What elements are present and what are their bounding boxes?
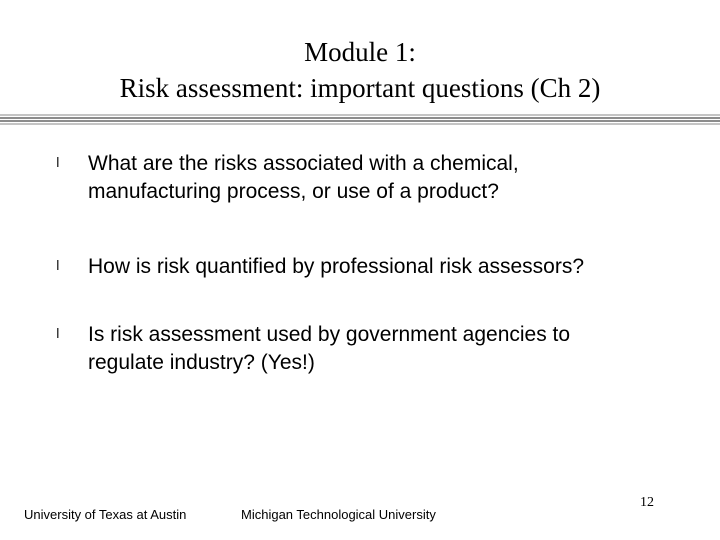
bullet-line: Is risk assessment used by government agencies to	[88, 323, 571, 346]
bullet-line: regulate industry? (Yes!)	[88, 351, 315, 374]
bullet-text	[88, 253, 688, 281]
footer-left-text: University of Texas at Austin	[24, 507, 187, 522]
bullet-marker: l	[56, 327, 60, 342]
divider-band-2	[0, 117, 720, 119]
divider-band-4	[0, 123, 720, 125]
bullet-text	[88, 150, 688, 206]
slide-title-line1: Module 1:	[304, 37, 416, 67]
bullet-marker: l	[56, 156, 60, 171]
slide-title	[0, 34, 720, 106]
footer-center-text: Michigan Technological University	[241, 507, 436, 522]
divider-band-3	[0, 120, 720, 122]
title-divider	[0, 114, 720, 126]
page-number: 12	[640, 495, 654, 510]
divider-band-1	[0, 114, 720, 116]
bullet-marker: l	[56, 259, 60, 274]
bullet-text	[88, 321, 688, 377]
bullet-line: manufacturing process, or use of a product?	[88, 180, 499, 203]
slide-title-line2: Risk assessment: important questions (Ch 2)	[119, 73, 601, 103]
bullet-line: What are the risks associated with a chemical,	[88, 152, 519, 175]
bullet-line: How is risk quantified by professional risk assessors?	[88, 255, 585, 278]
